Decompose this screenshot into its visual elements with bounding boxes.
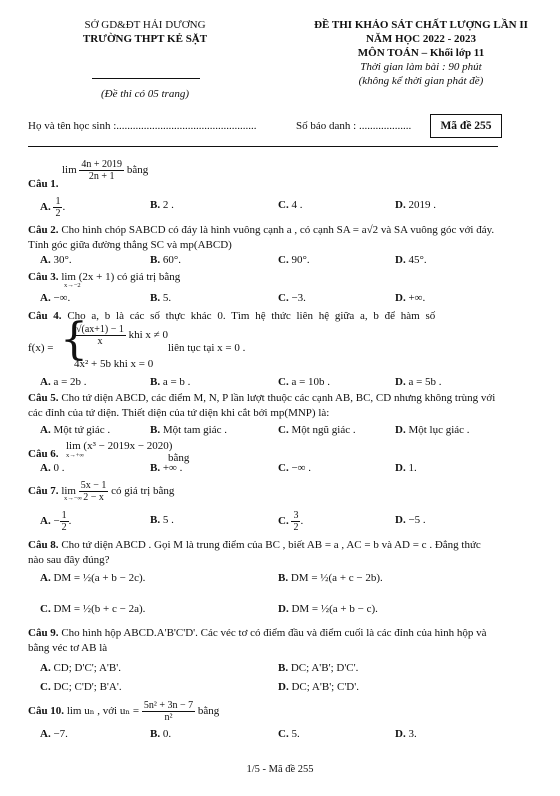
q7-limit-sub: x→−∞ [64,495,83,502]
page-footer: 1/5 - Mã đề 255 [246,764,314,775]
school-year: NĂM HỌC 2022 - 2023 [366,33,476,45]
exam-code-box: Mã đề 255 [430,114,502,138]
q3-option-d[interactable]: D. +∞. [395,292,426,304]
header-right [296,18,546,88]
dept-name: SỞ GD&ĐT HẢI DƯƠNG [84,19,206,31]
q10-option-b[interactable]: B. 0. [150,728,172,740]
q5-option-d[interactable]: D. Một lục giác . [395,424,470,436]
q1-option-a[interactable]: A. $\frac{1}{2}$ . [40,196,66,219]
q10-option-a[interactable]: A. −7. [40,728,68,740]
q5-text: Câu 5. Cho tứ diện ABCD, các điểm M, N, P lần lượt thuộc các cạnh AB, BC, CD nhưng không trùng với các đỉnh của tứ diện. Thiết diện của tứ diện khi cắt bởi mp(MNP) là: [28,392,496,419]
school-name: TRƯỜNG THPT KẺ SẶT [82,33,208,45]
q5-option-c[interactable]: C. Một ngũ giác . [278,424,356,436]
q7-text: Câu 7. lim $\frac{5x - 1}{2 - x}$ có giá trị bằng [28,480,175,503]
q3-option-b[interactable]: B. 5. [150,292,172,304]
q7-option-a[interactable]: A. − $\frac{1}{2}$ . [40,510,72,533]
q7-option-b[interactable]: B. 5 . [150,514,174,526]
q1-option-d[interactable]: D. 2019 . [395,199,436,211]
q6-option-c[interactable]: C. −∞ . [278,462,311,474]
sbd-line: Số báo danh : ................... [296,120,412,132]
q6-label: Câu 6. [28,448,59,460]
q1-label: Câu 1. [28,178,59,190]
q4-tail: liên tục tại x = 0 . [168,342,246,354]
pages-note: (Đề thi có 05 trang) [101,88,189,100]
q6-option-b[interactable]: B. +∞ . [150,462,183,474]
exam-time: Thời gian làm bài : 90 phút [360,61,482,73]
student-name-line: Họ và tên học sinh :................................................... [28,120,257,132]
q10-option-c[interactable]: C. 5. [278,728,300,740]
subject: MÔN TOÁN – Khối lớp 11 [357,47,485,59]
q6-limit-sub: x→+∞ [66,452,85,459]
q6-limit: lim (x³ − 2019x − 2020) [66,440,173,452]
q4-text: Câu 4. Cho a, b là các số thực khác 0. Tìm hệ thức liên hệ giữa a, b để hàm số [28,310,436,322]
q4-case2: 4x² + 5b khi x = 0 [74,358,154,370]
header-divider [92,78,200,79]
q2-option-b[interactable]: B. 60°. [150,254,181,266]
header-left [40,18,250,46]
q10-option-d[interactable]: D. 3. [395,728,417,740]
q9-option-a[interactable]: A. CD; D'C'; A'B'. [40,662,121,674]
q1-option-b[interactable]: B. 2 . [150,199,174,211]
q6-tail: bằng [168,452,190,464]
q3-option-a[interactable]: A. −∞. [40,292,71,304]
q5-option-a[interactable]: A. Một tứ giác . [40,424,111,436]
q4-option-a[interactable]: A. a = 2b . [40,376,87,388]
q8-option-d[interactable]: D. DM = ½(a + b − c). [278,603,378,615]
q10-text: Câu 10. lim uₙ , với uₙ = $\frac{\text{5n² + 3n − 7}}{\text{n²}}$ bằng [28,700,220,723]
q6-option-a[interactable]: A. 0 . [40,462,65,474]
q1-option-c[interactable]: C. 4 . [278,199,303,211]
q4-option-c[interactable]: C. a = 10b . [278,376,331,388]
q8-text: Câu 8. Cho tứ diện ABCD . Gọi M là trung điểm của BC , biết AB = a , AC = b và AD = c . Đẳng thức nào sau đây đúng? [28,539,481,566]
q4-fx: f(x) = [28,342,54,354]
q4-option-d[interactable]: D. a = 5b . [395,376,442,388]
q2-option-d[interactable]: D. 45°. [395,254,427,266]
q4-case1: $\frac{√(ax+1) - 1}{x}$ khi x ≠ 0 [76,324,168,347]
q9-text: Câu 9. Cho hình hộp ABCD.A'B'C'D'. Các véc tơ có điểm đầu và điểm cuối là các đỉnh của hình hộp và bằng véc tơ AB là [28,627,487,654]
q6-option-d[interactable]: D. 1. [395,462,417,474]
q3-option-c[interactable]: C. −3. [278,292,306,304]
q9-option-c[interactable]: C. DC; C'D'; B'A'. [40,681,122,693]
time-note: (không kể thời gian phát đề) [358,75,484,87]
q3-limit-sub: x→−2 [64,282,81,289]
q2-option-a[interactable]: A. 30°. [40,254,72,266]
exam-title: ĐỀ THI KHẢO SÁT CHẤT LƯỢNG LẦN II [314,19,528,31]
q4-option-b[interactable]: B. a = b . [150,376,191,388]
q2-text: Câu 2. Cho hình chóp SABCD có đáy là hình vuông cạnh a , có cạnh SA = a√2 và SA vuông góc với đáy. Tính góc giữa đường thẳng SC và mp(ABCD) [28,224,495,251]
q7-option-d[interactable]: D. −5 . [395,514,426,526]
q9-option-d[interactable]: D. DC; A'B'; C'D'. [278,681,359,693]
q8-option-a[interactable]: A. DM = ½(a + b − 2c). [40,572,146,584]
q3-text: Câu 3. lim (2x + 1) có giá trị bằng [28,271,181,283]
q8-option-b[interactable]: B. DM = ½(a + c − 2b). [278,572,383,584]
header-bottom-rule [28,146,498,147]
q9-option-b[interactable]: B. DC; A'B'; D'C'. [278,662,359,674]
q2-option-c[interactable]: C. 90°. [278,254,310,266]
q7-option-c[interactable]: C. $\frac{3}{2}$ . [278,510,304,533]
q5-option-b[interactable]: B. Một tam giác . [150,424,227,436]
q1-limit: lim $\frac{4n + 2019}{2n + 1}$ bằng [62,159,149,182]
q8-option-c[interactable]: C. DM = ½(b + c − 2a). [40,603,146,615]
q4-brace: { [60,314,88,365]
